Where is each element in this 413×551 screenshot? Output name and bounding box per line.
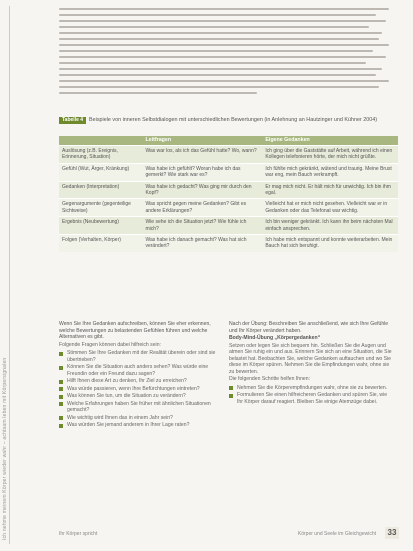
table-cell: Ich fühlte mich gekränkt, wütend und traurig. Meine Brust war eng, mein Bauch verkrampft. [262, 163, 398, 181]
list-item: Was können Sie tun, um die Situation zu verändern? [59, 393, 219, 400]
list-item: Was würde passieren, wenn Ihre Befürchtungen eintreten? [59, 386, 219, 393]
page-number: 33 [385, 527, 399, 539]
list-item: Wie wichtig wird Ihnen das in einem Jahr sein? [59, 415, 219, 422]
exercise-paragraph: Setzen oder legen Sie sich bequem hin. Schließen Sie die Augen und atmen Sie ruhig ein und aus. Erinnern Sie sich an eine Situation, die Sie belastet hat. Beobachten Sie, welche Gedanken auftauchen und wo Sie diese im Körper spüren. Nehmen Sie die Empfindungen wahr, ohne sie zu bewerten. [229, 342, 392, 375]
caption-text: Beispiele von inneren Selbstdialogen mit unterschiedlichen Bewertungen (in Anlehnung an Hautzinger und Kühner 2004) [89, 117, 378, 123]
table-row [59, 181, 398, 199]
right-bullet-list [229, 385, 394, 406]
table-cell: Ich bin weniger gekränkt. Ich kann ihn beim nächsten Mal einfach ansprechen. [262, 217, 398, 235]
table-cell: Gedanken (Interpretation) [59, 181, 142, 199]
table-badge: Tabelle 4 [59, 117, 86, 124]
left-column [59, 321, 219, 430]
table-cell: Was spricht gegen meine Gedanken? Gibt es andere Erklärungen? [142, 199, 262, 217]
list-item: Formulieren Sie einen hilfreicheren Gedanken und spüren Sie, wie Ihr Körper darauf reagiert. Bleiben Sie einige Atemzüge dabei. [229, 392, 394, 405]
table-header-cell: Eigene Gedanken [262, 136, 398, 146]
table-cell: Gegenargumente (gegenteilige Sichtweise) [59, 199, 142, 217]
side-divider [9, 6, 10, 544]
right-subheading: Die folgenden Schritte helfen Ihnen: [229, 376, 310, 382]
table-cell: Ich ging über die Gaststätte auf Arbeit, während ich einen Kollegen telefonieren hörte, der mich nicht grüßte. [262, 146, 398, 164]
table-cell: Was habe ich danach gemacht? Was hat sich verändert? [142, 235, 262, 252]
table-cell: Was habe ich gedacht? Was ging mir durch den Kopf? [142, 181, 262, 199]
table-header-cell: Leitfragen [142, 136, 262, 146]
table-row [59, 163, 398, 181]
footer-right-title: Körper und Seele im Gleichgewicht [297, 531, 376, 537]
table-cell: Vielleicht hat er mich nicht gesehen. Vielleicht war er in Gedanken oder das Telefonat war wichtig. [262, 199, 398, 217]
table-header-cell [59, 136, 142, 146]
list-item: Was würden Sie jemand anderem in Ihrer Lage raten? [59, 422, 219, 429]
list-item: Können Sie die Situation auch anders sehen? Was würde eine Freundin oder ein Freund dazu sagen? [59, 364, 219, 377]
list-item: Welche Erfahrungen haben Sie früher mit ähnlichen Situationen gemacht? [59, 401, 219, 414]
right-lead-paragraph: Nach der Übung: Beschreiben Sie anschließend, wie sich Ihre Gefühle und Ihr Körper verändert haben. [229, 321, 389, 334]
table-row [59, 146, 398, 164]
list-item: Hilft Ihnen diese Art zu denken, Ihr Ziel zu erreichen? [59, 378, 219, 385]
table-header-row [59, 136, 398, 146]
footer-left-title: Ihr Körper spricht [59, 531, 98, 537]
table-row [59, 217, 398, 235]
dialog-table [59, 136, 398, 252]
list-item: Nehmen Sie die Körperempfindungen wahr, ohne sie zu bewerten. [229, 385, 394, 392]
table-cell: Gefühl (Wut, Ärger, Kränkung) [59, 163, 142, 181]
table-cell: Auslösung (z.B. Ereignis, Erinnerung, Situation) [59, 146, 142, 164]
table-cell: Ergebnis (Neubewertung) [59, 217, 142, 235]
table-cell: Folgen (Verhalten, Körper) [59, 235, 142, 252]
table-caption [59, 117, 399, 124]
table-row [59, 199, 398, 217]
left-lead-paragraph: Wenn Sie Ihre Gedanken aufschreiben, können Sie eher erkennen, welche Bewertungen zu belastenden Gefühlen führen und welche Alternativen es gibt. [59, 321, 211, 340]
left-bullet-list [59, 350, 219, 429]
right-column [229, 321, 394, 406]
list-item: Stimmen Sie Ihre Gedanken mit der Realität überein oder sind sie übertrieben? [59, 350, 219, 363]
intro-text-block [59, 8, 389, 98]
table-cell: Was war los, als ich das Gefühl hatte? Wo, wann? [142, 146, 262, 164]
side-running-title: Ich nehme meinem Körper wieder wahr – achtsam leben mit Körpersignalen [2, 357, 8, 540]
table-cell: Was habe ich gefühlt? Woran habe ich das gemerkt? Wie stark war es? [142, 163, 262, 181]
left-subheading: Folgende Fragen können dabei hilfreich sein: [59, 341, 161, 348]
exercise-heading: Body-Mind-Übung „Körpergedanken“ [229, 335, 321, 341]
table-cell: Er mag mich nicht. Er hält mich für unwichtig. Ich bin ihm egal. [262, 181, 398, 199]
table-cell: Ich habe mich entspannt und konnte weiterarbeiten. Mein Bauch hat sich beruhigt. [262, 235, 398, 252]
table-row [59, 235, 398, 252]
table-cell: Wie sehe ich die Situation jetzt? Wie fühle ich mich? [142, 217, 262, 235]
